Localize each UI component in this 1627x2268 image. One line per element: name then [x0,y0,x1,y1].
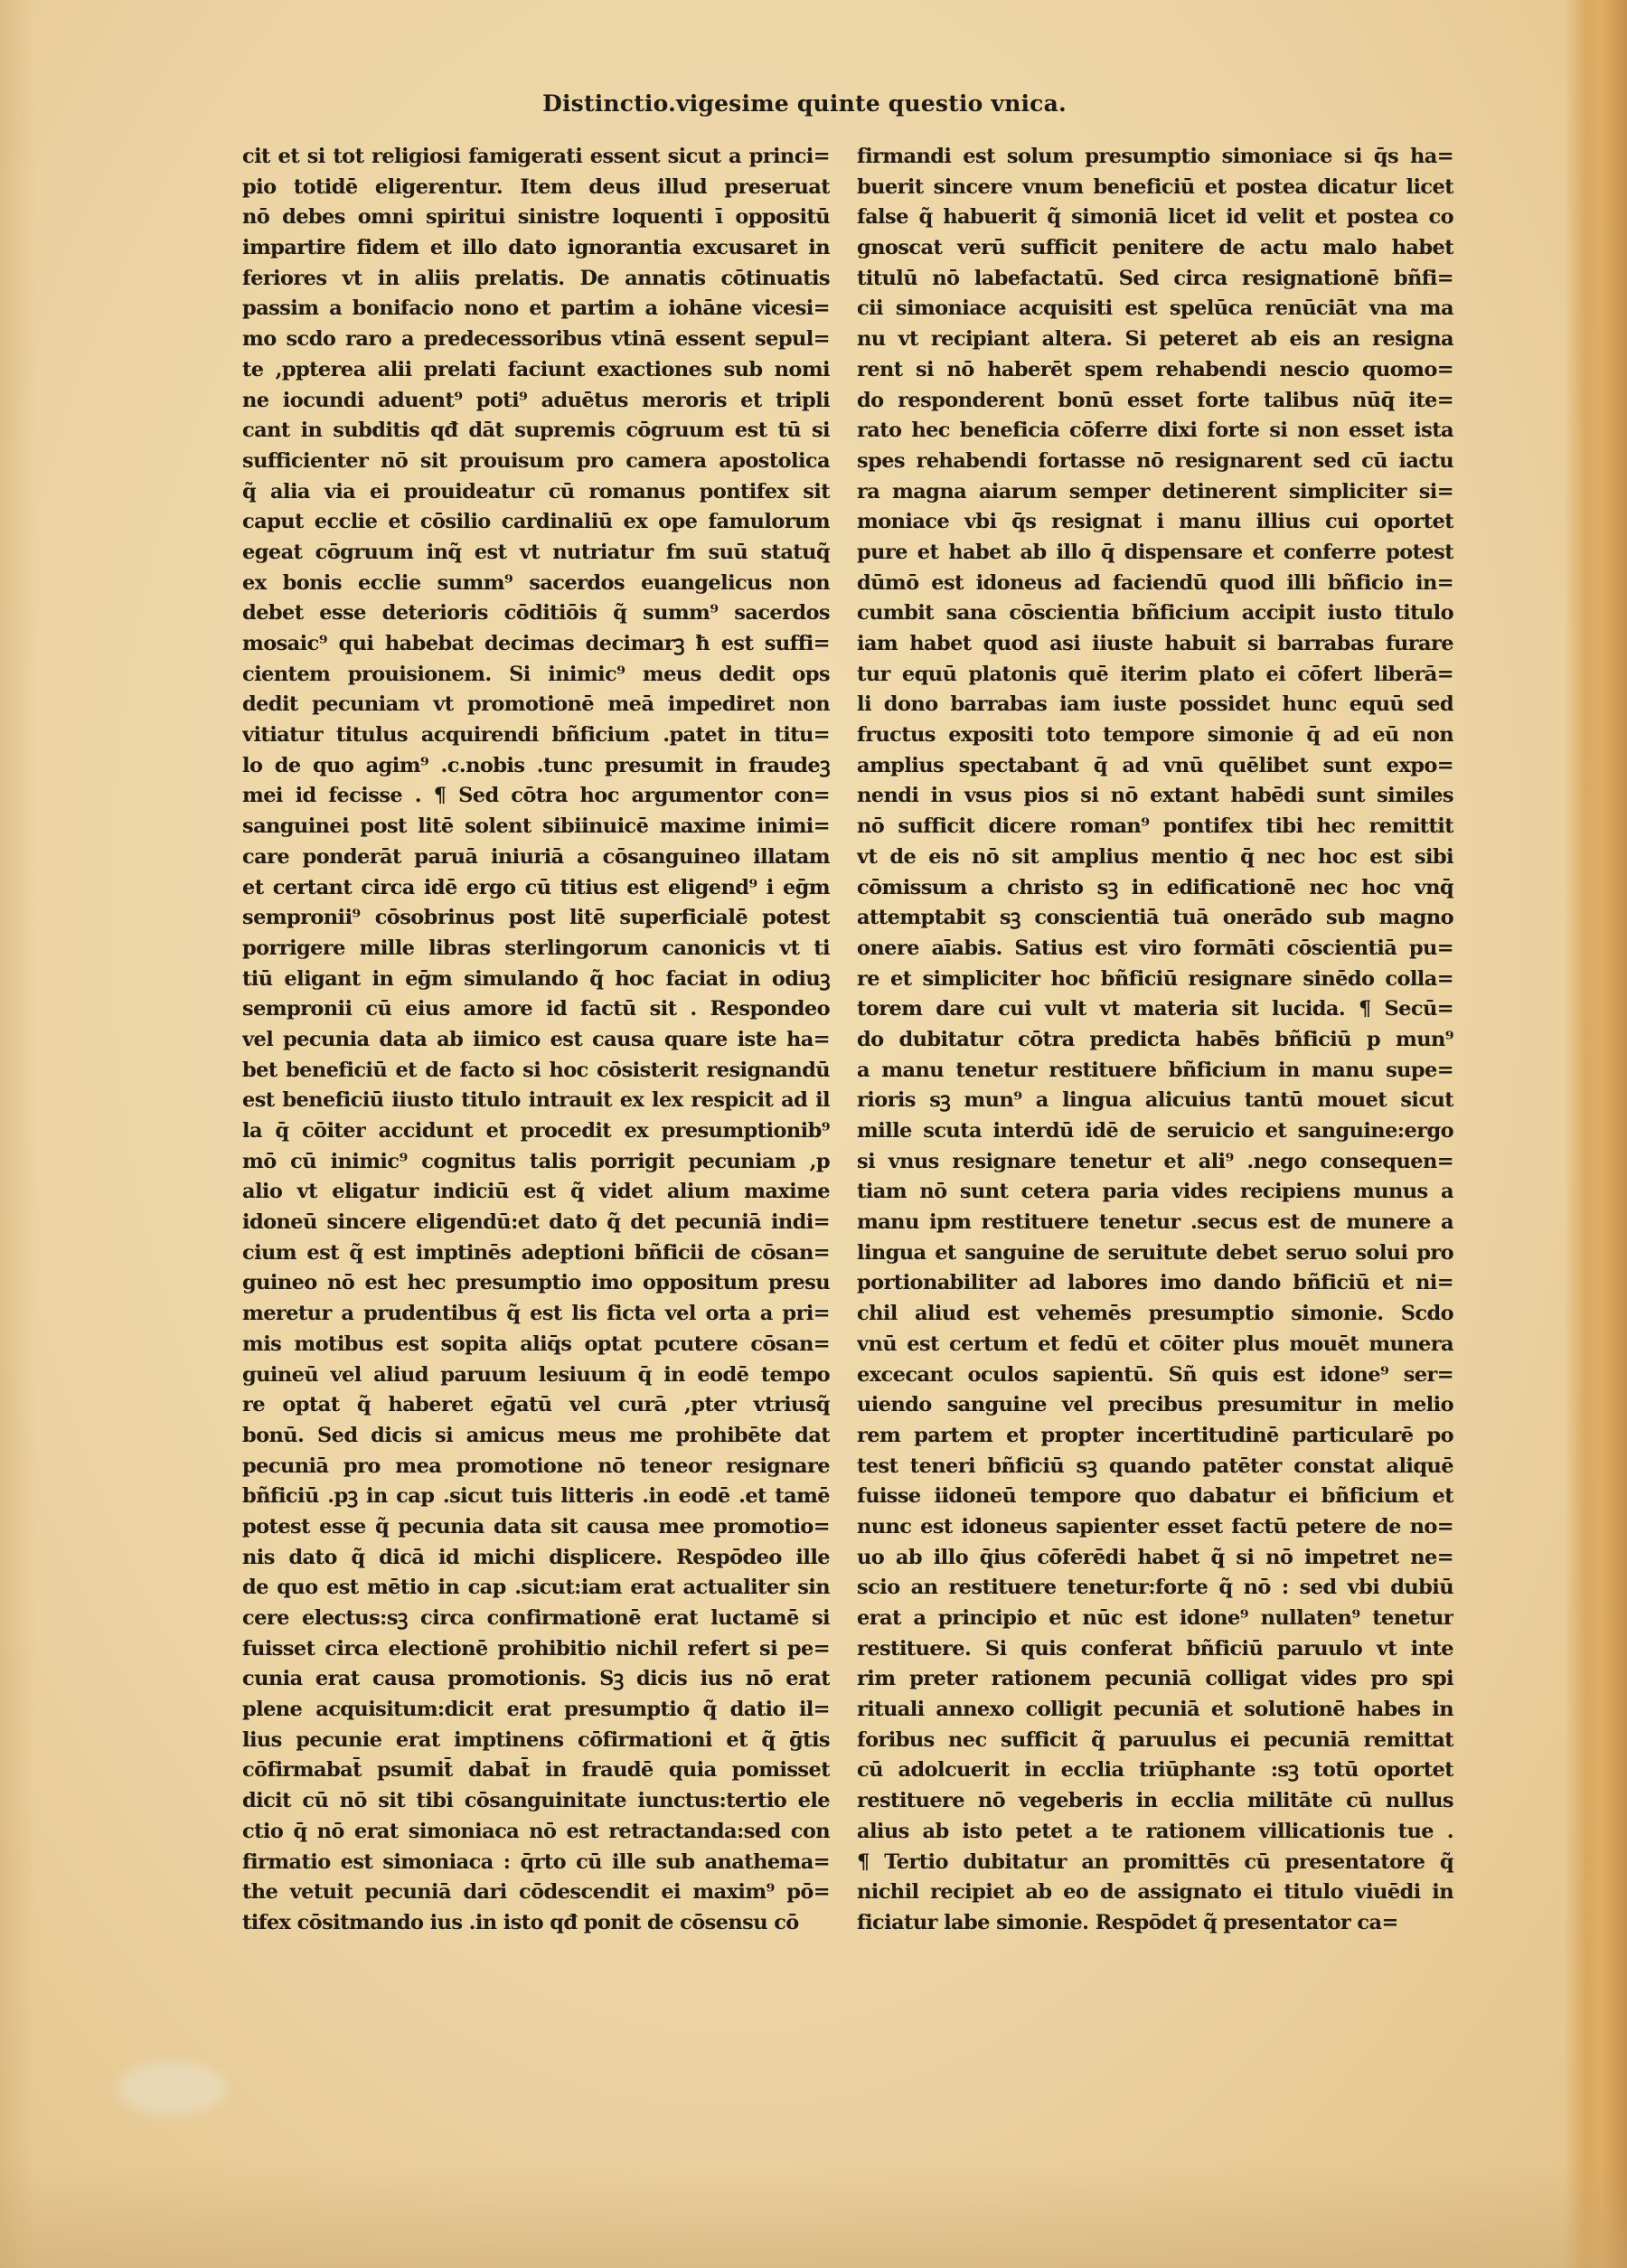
text-line: do responderent bonū esset forte talibus nūq̄ ite= [857,388,1453,412]
text-line: fuisset circa electionē prohibitio nichil refert si pe= [242,1636,830,1661]
text-line: idoneū sincere eligendū:et dato q̃ det pecuniā indi= [242,1210,830,1235]
left-text-column [242,142,830,1939]
text-line: ex bonis ecclie summ⁹ sacerdos euangelicus non [242,570,830,595]
text-line: cere electus:sꝫ circa confirmationē erat luctamē si [242,1606,830,1630]
text-line: egeat cōgruum inq̃ est vt nutriatur fm suū statuq̃ [242,540,830,564]
text-line: firmandi est solum presumptio simoniace si q̄s ha= [857,145,1453,168]
text-line: porrigere mille libras sterlingorum canonicis vt ti [242,936,830,960]
text-line: cumbit sana cōscientia bñficium accipit iusto titulo [857,601,1453,626]
running-head-text: Distinctio.vigesime quinte questio vnica. [542,90,1067,117]
text-line: dūmō est idoneus ad faciendū quod illi bñficio in= [857,570,1453,595]
text-line: tiam nō sunt cetera paria vides recipiens munus a [857,1180,1453,1204]
text-line: et certant circa idē ergo cū titius est eligend⁹ i eḡm [242,875,830,899]
text-line: ficiatur labe simonie. Respōdet q̃ presentator ca= [857,1910,1398,1934]
text-line: amplius spectabant q̄ ad vnū quēlibet sunt expo= [857,753,1453,777]
text-line: rato hec beneficia cōferre dixi forte si non esset ista [857,419,1453,443]
text-line: vt de eis nō sit amplius mentio q̄ nec hoc est sibi [857,844,1453,869]
text-line: uo ab illo q̄ius cōferēdi habet q̃ si nō impetret ne= [857,1545,1453,1569]
text-line: plene acquisitum:dicit erat presumptio q̃ datio il= [242,1698,830,1722]
text-line: moniace vbi q̄s resignat i manu illius cui oportet [857,510,1453,534]
text-line: li dono barrabas iam iuste possidet hunc equū sed [857,692,1453,717]
text-line: lius pecunie erat imptinens cōfirmationi et q̃ ḡtis [242,1727,830,1752]
text-line: dedit pecuniam vt promotionē meā impediret non [242,692,830,717]
text-line: dicit cū nō sit tibi cōsanguinitate iunctus:tertio ele [242,1789,830,1813]
text-line: care ponderāt paruā iniuriā a cōsanguineo illatam [242,844,830,869]
text-line: rim preter rationem pecuniā colligat vides pro spi [857,1667,1453,1691]
text-line: nunc est idoneus sapienter esset factū petere de no= [857,1514,1453,1539]
text-line: cōfirmabat̄ psumit̄ dabat̄ in fraudē quia pomisset [242,1758,830,1783]
text-line: rioris sꝫ mun⁹ a lingua alicuius tantū mouet sicut [857,1088,1453,1113]
text-line: fuisse iidoneū tempore quo dabatur ei bñficium et [857,1484,1453,1509]
text-line: guineū vel aliud paruum lesiuum q̄ in eodē tempo [242,1362,830,1387]
text-line: pecuniā pro mea promotione nō teneor resignare [242,1454,830,1478]
text-line: mosaic⁹ qui habebat decimas decimarꝫ ħ est suffi= [242,632,830,655]
text-line: attemptabit sꝫ conscientiā tuā onerādo sub magno [857,906,1453,930]
text-line: nu vt recipiant altera. Si peteret ab eis an resigna [857,327,1453,352]
text-line: mille scuta interdū idē de seruicio et sanguine:ergo [857,1119,1453,1143]
text-line: de quo est mētio in cap .sicut:iam erat actualiter sin [242,1576,830,1600]
text-line: uiendo sanguine vel precibus presumitur in meliо [857,1393,1453,1417]
text-line: fructus expositi toto tempore simonie q̄ ad eū non [857,723,1453,748]
text-line: pio totidē eligerentur. Item deus illud preseruat [242,174,830,199]
text-line: cium est q̃ est imptinēs adeptioni bñficii de cōsan= [242,1240,830,1265]
text-line: caput ecclie et cōsilio cardinaliū ex ope famulorum [242,510,830,534]
text-line: rituali annexo colligit pecuniā et solutionē habes in [857,1698,1453,1722]
text-line: ne iocundi aduent⁹ poti⁹ aduētus meroris et tripli [242,388,830,412]
text-line: pure et habet ab illo q̄ dispensare et conferre potest [857,540,1453,564]
text-line: bñficiū .pꝫ in cap .sicut tuis litteris .in eodē .et tamē [242,1484,830,1509]
text-line: a manu tenetur restituere bñficium in manu supe= [857,1058,1453,1082]
text-line: est beneficiū iiusto titulo intrauit ex lex respicit ad il [242,1088,830,1113]
text-line: vitiatur titulus acquirendi bñficium .patet in titu= [242,723,830,748]
text-line: re optat q̃ haberet eḡatū vel curā ,pter vtriusq̃ [242,1393,830,1417]
text-line: firmatio est simoniaca : q̄rto cū ille sub anathema= [242,1849,830,1874]
text-line: do dubitatur cōtra predicta habēs bñficiū p mun⁹ [857,1027,1453,1051]
text-line: the vetuit pecuniā dari cōdescendit ei maxim⁹ pō= [242,1880,830,1905]
text-line: passim a bonifacio nono et partim a iohāne vicesi= [242,296,830,321]
text-line: nendi in vsus pios si nō extant habēdi sunt similes [857,784,1453,808]
text-line: sempronii cū eius amore id factū sit . Respondeo [242,997,830,1021]
text-line: scio an restituere tenetur:forte q̃ nō : sed vbi dubiū [857,1576,1453,1600]
text-line: lingua et sanguine de seruitute debet seruo solui pro [857,1240,1453,1265]
text-line: tiū eligant in eḡm simulando q̃ hoc faciat in odiuꝫ [242,966,830,991]
text-line: nō debes omni spiritui sinistre loquenti ī oppositū [242,205,830,230]
text-line: cunia erat causa promotionis. Sꝫ dicis ius nō erat [242,1667,830,1691]
text-line: sufficienter nō sit prouisum pro camera apostolica [242,448,830,473]
text-line: sanguinei post litē solent sibiinuicē maxime inimi= [242,814,830,839]
text-line: te ,ppterea alii prelati faciunt exactiones sub nomi [242,357,830,381]
text-line: cant in subditis qđ dāt supremis cōgruum est tū si [242,419,830,443]
text-line: false q̃ habuerit q̃ simoniā licet id velit et postea co [857,205,1453,230]
text-line: mo scdo raro a predecessoribus vtinā essent sepul= [242,327,830,352]
text-line: test teneri bñficiū sꝫ quando patēter constat aliquē [857,1454,1453,1478]
text-line: ra magna aiarum semper detinerent simpliciter si= [857,479,1453,503]
text-line: onere aīabis. Satius est viro formāti cōscientiā pu= [857,936,1453,960]
text-line: iam habet quod asi iiuste habuit si barrabas furare [857,632,1453,655]
text-line: nis dato q̃ dicā id michi displicere. Respōdeo ille [242,1545,830,1569]
text-line: mis motibus est sopita aliq̄s optat pcutere cōsan= [242,1332,830,1356]
text-line: meretur a prudentibus q̃ est lis ficta vel orta a pri= [242,1302,830,1326]
text-line: foribus nec sufficit q̃ paruulus ei pecuniā remittat [857,1727,1453,1752]
running-head [0,90,1627,117]
text-line: titulū nō labefactatū. Sed circa resignationē bñfi= [857,266,1453,290]
text-line: sempronii⁹ cōsobrinus post litē superficialē potest [242,906,830,930]
text-line: cit et si tot religiosi famigerati essent sicut a princi= [242,145,830,168]
text-line: manu ipm restituere tenetur .secus est de munere a [857,1210,1453,1235]
text-line: mei id fecisse . ¶ Sed cōtra hoc argumentor con= [242,784,830,808]
text-line: tur equū platonis quē iterim plato ei cōfert liberā= [857,662,1453,686]
text-line: re et simpliciter hoc bñficiū resignare sinēdo colla= [857,966,1453,991]
text-line: cōmissum a christo sꝫ in edificationē nec hoc vnq̄ [857,875,1453,899]
text-line: vel pecunia data ab iimico est causa quare iste ha= [242,1027,830,1051]
text-line: la q̄ cōiter accidunt et procedit ex presumptionib⁹ [242,1119,830,1143]
text-line: cū adolcuerit in ecclia triūphante :sꝫ totū oportet [857,1758,1453,1783]
text-line: cientem prouisionem. Si inimic⁹ meus dedit ops [242,662,830,686]
text-line: ¶ Tertio dubitatur an promittēs cū presentatore q̃ [857,1849,1453,1874]
text-line: alio vt eligatur indiciū est q̃ videt alium maxime [242,1180,830,1204]
text-line: erat a principio et nūc est idone⁹ nullaten⁹ tenetur [857,1606,1453,1630]
text-line: chil aliud est vehemēs presumptio simonie. Scdo [857,1302,1453,1326]
text-line: potest esse q̃ pecunia data sit causa mee promotio= [242,1514,830,1539]
text-line: vnū est certum et fedū et cōiter plus mouēt munera [857,1332,1453,1356]
text-line: nō sufficit dicere roman⁹ pontifex tibi hec remittit [857,814,1453,839]
text-line: debet esse deterioris cōditiōis q̃ summ⁹ sacerdos [242,601,830,626]
text-line: torem dare cui vult vt materia sit lucida. ¶ Secū= [857,997,1453,1021]
text-line: spes rehabendi fortasse nō resignarent sed cū iactu [857,448,1453,473]
text-line: excecant oculos sapientū. Sñ quis est idone⁹ ser= [857,1362,1453,1387]
text-line: nichil recipiet ab eo de assignato ei titulo viuēdi in [857,1880,1453,1905]
text-line: si vnus resignare tenetur et ali⁹ .nego consequen= [857,1149,1453,1173]
text-line: q̃ alia via ei prouideatur cū romanus pontifex sit [242,479,830,503]
text-line: rem partem et propter incertitudinē particularē po [857,1423,1453,1447]
text-line: feriores vt in aliis prelatis. De annatis cōtinuatis [242,266,830,290]
page-bottom-shading [0,2160,1627,2268]
text-line: rent si nō haberēt spem rehabendi nescio quomo= [857,357,1453,381]
text-line: lo de quo agim⁹ .c.nobis .tunc presumit in fraudeꝫ [242,753,830,777]
page-edge-shading [0,0,36,2268]
text-line: guineo nō est hec presumptio imo oppositum presu [242,1271,830,1295]
text-line: cii simoniace acquisiti est spelūca renūciāt vna ma [857,296,1453,321]
text-line: mō cū inimic⁹ cognitus talis porrigit pecuniam ,p [242,1149,830,1173]
paper-stain [118,2061,226,2115]
text-line: ctio q̄ nō erat simoniaca nō est retractanda:sed con [242,1819,830,1843]
text-line: gnoscat verū sufficit penitere de actu malo habet [857,236,1453,260]
text-line: buerit sincere vnum beneficiū et postea dicatur licet [857,174,1453,199]
text-line: bonū. Sed dicis si amicus meus me prohibēte dat [242,1423,830,1447]
text-line: restituere nō vegeberis in ecclia militāte cū nullus [857,1789,1453,1813]
text-line: tifex cōsitmando ius .in isto qđ ponit de cōsensu cō [242,1910,799,1934]
binding-gutter-shadow [1564,0,1627,2268]
right-text-column [857,142,1453,1939]
text-line: portionabiliter ad labores imo dando bñficiū et ni= [857,1271,1453,1295]
text-line: impartire fidem et illo dato ignorantia excusaret in [242,236,830,260]
text-line: bet beneficiū et de facto si hoc cōsisterit resignandū [242,1058,830,1082]
text-line: alius ab isto petet a te rationem villicationis tue . [857,1819,1453,1843]
text-line: restituere. Si quis conferat bñficiū paruulo vt inte [857,1636,1453,1661]
